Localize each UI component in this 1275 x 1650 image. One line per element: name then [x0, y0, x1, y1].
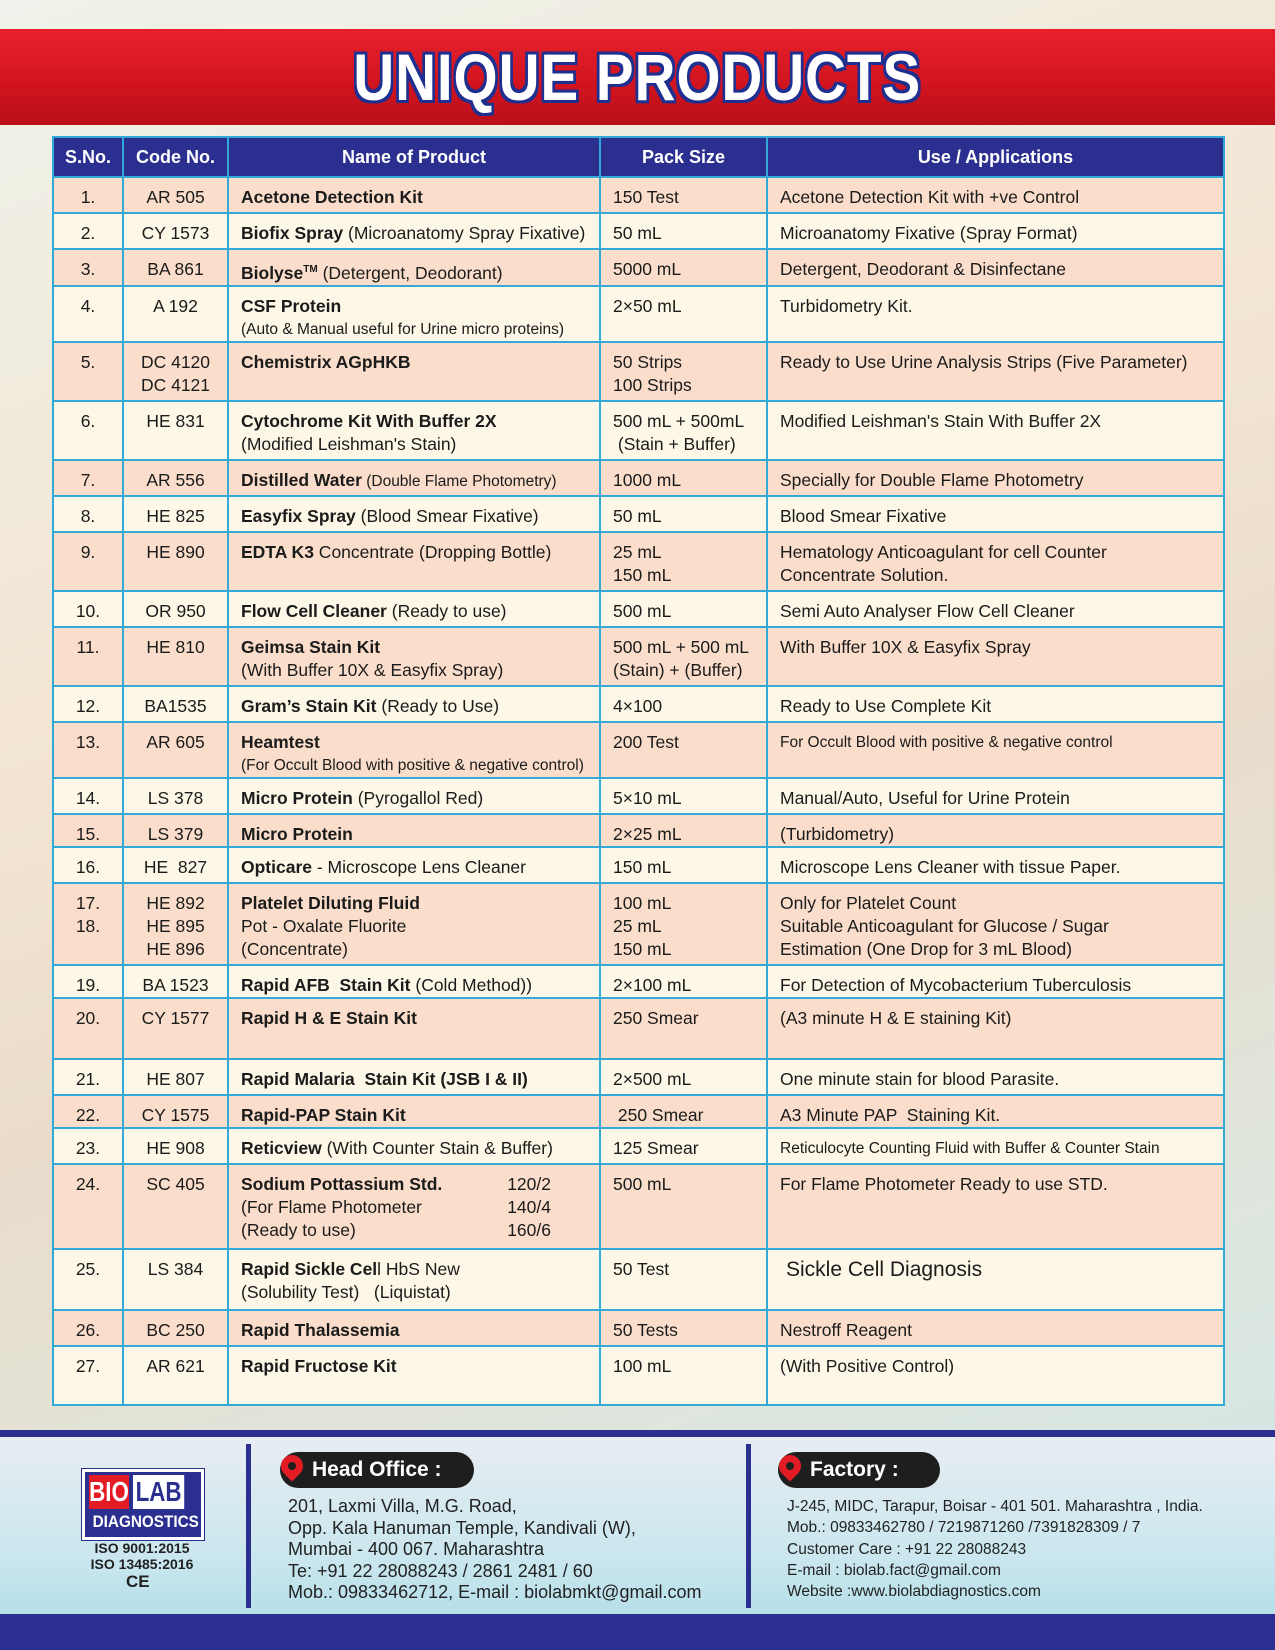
table-row: [53, 286, 1224, 342]
cell-name: [228, 1346, 600, 1405]
table-row: [53, 1249, 1224, 1310]
cell-sno: 6.: [53, 401, 123, 460]
cell-name: [228, 591, 600, 627]
cell-code: CY 1577: [123, 998, 228, 1059]
cell-sno: 12.: [53, 686, 123, 722]
product-name: CSF Protein: [241, 295, 342, 316]
product-name: Biofix Spray: [241, 223, 344, 243]
phone-line: Te: +91 22 28088243 / 2861 2481 / 60: [288, 1560, 593, 1581]
trademark-sup: TM: [303, 264, 318, 275]
cell-use: Ready to Use Urine Analysis Strips (Five Parameter): [767, 342, 1224, 401]
ce-mark: CE: [126, 1572, 150, 1591]
cell-code: HE 908: [123, 1128, 228, 1164]
cell-name: [228, 1249, 600, 1310]
cell-sno: 9.: [53, 532, 123, 591]
cell-name: [228, 778, 600, 814]
code-line: HE 892: [146, 892, 205, 913]
cell-use: Sickle Cell Diagnosis: [767, 1249, 1224, 1310]
product-name: Micro Protein: [241, 787, 353, 808]
product-name: Heamtest: [241, 731, 320, 752]
header-code: Code No.: [123, 137, 228, 177]
factory-address: [787, 1496, 1203, 1602]
use-line: Estimation (One Drop for 3 mL Blood): [780, 938, 1073, 959]
product-detail: (Double Flame Photometry): [361, 472, 557, 490]
cell-pack: [600, 532, 767, 591]
sodium-line: [241, 1196, 551, 1219]
product-name: Rapid Fructose Kit: [241, 1355, 397, 1376]
ratio-value: 120/2: [507, 1173, 551, 1194]
cell-name: [228, 342, 600, 401]
header-sno: S.No.: [53, 137, 123, 177]
cell-code: AR 505: [123, 177, 228, 213]
product-name: Reticview: [241, 1137, 322, 1158]
head-office-address: [288, 1496, 701, 1604]
table-row: [53, 591, 1224, 627]
cell-sno: 19.: [53, 965, 123, 998]
cell-sno: 20.: [53, 998, 123, 1059]
email-line: Mob.: 09833462712, E-mail : biolabmkt@gmail.com: [288, 1582, 702, 1602]
table-row: [53, 460, 1224, 496]
address-line: 201, Laxmi Villa, M.G. Road,: [288, 1496, 517, 1516]
products-table: [52, 136, 1225, 1406]
footer-bottom-bar: [0, 1614, 1275, 1650]
table-row: [53, 177, 1224, 213]
table-row: [53, 847, 1224, 883]
table-row: [53, 1310, 1224, 1346]
use-line: Concentrate Solution.: [780, 564, 949, 585]
cell-sno: 24.: [53, 1164, 123, 1249]
table-row: [53, 686, 1224, 722]
product-detail: (Auto & Manual useful for Urine micro proteins): [241, 320, 565, 338]
product-name: Gram’s Stain Kit: [241, 695, 377, 716]
head-office-title: Head Office :: [312, 1458, 442, 1481]
sodium-line: [241, 1173, 551, 1196]
product-name: Rapid Malaria Stain Kit (JSB I & II): [241, 1068, 528, 1089]
cell-pack: 250 Smear: [600, 998, 767, 1059]
iso-9001: ISO 9001:2015: [94, 1540, 190, 1556]
cell-pack: 125 Smear: [600, 1128, 767, 1164]
title-banner: [0, 29, 1275, 125]
cell-code: CY 1575: [123, 1095, 228, 1128]
table-row: [53, 1059, 1224, 1095]
code-line: DC 4121: [140, 374, 211, 395]
product-name: Flow Cell Cleaner: [241, 600, 387, 621]
biolab-logo: [82, 1469, 204, 1540]
cell-sno: 14.: [53, 778, 123, 814]
cell-code: BA 1523: [123, 965, 228, 998]
cell-name: [228, 213, 600, 249]
cell-code: HE 827: [123, 847, 228, 883]
website-line: Website :www.biolabdiagnostics.com: [787, 1583, 1041, 1601]
product-name: Platelet Diluting Fluid: [241, 892, 420, 913]
cell-code: HE 825: [123, 496, 228, 532]
cell-use: (Turbidometry): [767, 814, 1224, 847]
cell-name: [228, 965, 600, 998]
product-detail: (Cold Method)): [410, 974, 533, 995]
cell-code: A 192: [123, 286, 228, 342]
table-row: [53, 249, 1224, 286]
table-row: [53, 778, 1224, 814]
code-line: HE 896: [146, 938, 205, 959]
cell-name: [228, 722, 600, 778]
product-name: Rapid-PAP Stain Kit: [241, 1104, 406, 1125]
table-row: [53, 1128, 1224, 1164]
cell-pack: 50 Test: [600, 1249, 767, 1310]
cell-pack: 150 Test: [600, 177, 767, 213]
cell-code: OR 950: [123, 591, 228, 627]
ratio-value: 140/4: [507, 1196, 551, 1217]
logo-bio: BIO: [89, 1476, 129, 1507]
head-office-label: [280, 1452, 474, 1488]
pack-line: 25 mL: [613, 541, 662, 562]
footer-divider: [246, 1444, 251, 1608]
product-detail: Concentrate (Dropping Bottle): [313, 541, 552, 562]
header-name: Name of Product: [228, 137, 600, 177]
table-row: [53, 496, 1224, 532]
cell-pack: 50 mL: [600, 496, 767, 532]
cell-code: AR 621: [123, 1346, 228, 1405]
cell-code: HE 831: [123, 401, 228, 460]
cell-pack: 500 mL: [600, 1164, 767, 1249]
cell-name: [228, 847, 600, 883]
cell-name: [228, 1310, 600, 1346]
cell-code: BC 250: [123, 1310, 228, 1346]
pack-line: 50 Strips: [613, 351, 683, 372]
product-name: Micro Protein: [241, 823, 353, 844]
table-row: [53, 883, 1224, 965]
cell-pack: [600, 342, 767, 401]
cell-name: [228, 814, 600, 847]
cell-pack: 2×500 mL: [600, 1059, 767, 1095]
pack-line: 100 mL: [613, 892, 672, 913]
cell-name: [228, 286, 600, 342]
cell-use: For Detection of Mycobacterium Tuberculosis: [767, 965, 1224, 998]
page-title: UNIQUE PRODUCTS: [353, 40, 922, 114]
table-header-row: [53, 137, 1224, 177]
product-detail: l HbS New: [377, 1258, 460, 1279]
logo-diagnostics: DIAGNOSTICS: [92, 1512, 199, 1531]
cell-name: [228, 1164, 600, 1249]
product-detail: (With Buffer 10X & Easyfix Spray): [241, 659, 504, 680]
product-detail: (Ready to use): [241, 1219, 356, 1240]
cell-use: For Flame Photometer Ready to use STD.: [767, 1164, 1224, 1249]
table-row: [53, 401, 1224, 460]
product-detail: (Modified Leishman's Stain): [241, 433, 457, 454]
cell-code: LS 384: [123, 1249, 228, 1310]
cell-pack: [600, 627, 767, 686]
table-row: [53, 722, 1224, 778]
cell-use: Manual/Auto, Useful for Urine Protein: [767, 778, 1224, 814]
cell-pack: 150 mL: [600, 847, 767, 883]
cell-code: HE 890: [123, 532, 228, 591]
product-name: Cytochrome Kit With Buffer 2X: [241, 410, 497, 431]
cell-sno: 8.: [53, 496, 123, 532]
product-detail: (Blood Smear Fixative): [355, 505, 539, 526]
iso-13485: ISO 13485:2016: [90, 1556, 194, 1572]
product-detail: (Concentrate): [241, 938, 348, 959]
cell-use: Semi Auto Analyser Flow Cell Cleaner: [767, 591, 1224, 627]
product-name: Opticare: [241, 856, 312, 877]
cell-code: SC 405: [123, 1164, 228, 1249]
cell-sno: 4.: [53, 286, 123, 342]
product-name: Rapid Thalassemia: [241, 1319, 400, 1340]
cell-pack: 500 mL: [600, 591, 767, 627]
product-name: Rapid Sickle Cel: [241, 1258, 378, 1279]
cell-name: [228, 1059, 600, 1095]
factory-title: Factory :: [810, 1458, 899, 1481]
cell-name: [228, 177, 600, 213]
product-detail: (Solubility Test) (Liquistat): [241, 1281, 451, 1302]
cell-pack: 50 Tests: [600, 1310, 767, 1346]
product-detail: - Microscope Lens Cleaner: [312, 856, 526, 877]
product-detail: (Ready to use): [386, 600, 507, 621]
product-name: Easyfix Spray: [241, 505, 356, 526]
cell-name: [228, 1095, 600, 1128]
cell-sno: 5.: [53, 342, 123, 401]
product-name: Biolyse: [241, 262, 304, 283]
product-detail: (For Flame Photometer: [241, 1196, 422, 1217]
product-detail: (Detergent, Deodorant): [317, 262, 503, 283]
cell-sno: 13.: [53, 722, 123, 778]
product-name: Sodium Pottassium Std.: [241, 1173, 443, 1194]
table-row: [53, 342, 1224, 401]
table-row: [53, 814, 1224, 847]
table-row: [53, 1346, 1224, 1405]
cell-name: [228, 532, 600, 591]
cell-use: One minute stain for blood Parasite.: [767, 1059, 1224, 1095]
cell-use: Microscope Lens Cleaner with tissue Paper.: [767, 847, 1224, 883]
table-row: [53, 627, 1224, 686]
cell-pack: [600, 883, 767, 965]
cell-use: (A3 minute H & E staining Kit): [767, 998, 1224, 1059]
cell-name: [228, 460, 600, 496]
cell-name: [228, 998, 600, 1059]
cell-use: Microanatomy Fixative (Spray Format): [767, 213, 1224, 249]
product-name: EDTA K3: [241, 541, 314, 562]
cell-code: [123, 883, 228, 965]
cell-pack: 2×25 mL: [600, 814, 767, 847]
table-row: [53, 213, 1224, 249]
code-line: DC 4120: [140, 351, 211, 372]
cell-code: BA 861: [123, 249, 228, 286]
cell-pack: 1000 mL: [600, 460, 767, 496]
cell-pack: 4×100: [600, 686, 767, 722]
cell-name: [228, 627, 600, 686]
cell-name: [228, 249, 600, 286]
cell-name: [228, 496, 600, 532]
cell-pack: 2×100 mL: [600, 965, 767, 998]
cell-code: AR 605: [123, 722, 228, 778]
address-line: J-245, MIDC, Tarapur, Boisar - 401 501. Maharashtra , India.: [787, 1498, 1203, 1515]
product-name: Chemistrix AGpHKB: [241, 351, 411, 372]
cell-sno: [53, 883, 123, 965]
cell-code: BA1535: [123, 686, 228, 722]
cell-use: With Buffer 10X & Easyfix Spray: [767, 627, 1224, 686]
cell-use: For Occult Blood with positive & negative control: [767, 722, 1224, 778]
cell-use: [767, 532, 1224, 591]
pack-line: 500 mL + 500mL: [613, 410, 745, 431]
cell-pack: 50 mL: [600, 213, 767, 249]
table-row: [53, 532, 1224, 591]
cell-code: LS 378: [123, 778, 228, 814]
cell-sno: 15.: [53, 814, 123, 847]
email-line: E-mail : biolab.fact@gmail.com: [787, 1561, 1001, 1579]
cell-name: [228, 401, 600, 460]
cell-name: [228, 686, 600, 722]
code-line: HE 895: [146, 915, 205, 936]
product-name: Geimsa Stain Kit: [241, 636, 381, 657]
cell-sno: 23.: [53, 1128, 123, 1164]
pack-line: 100 Strips: [613, 374, 692, 395]
product-detail: (Microanatomy Spray Fixative): [343, 223, 586, 243]
cell-pack: 250 Smear: [600, 1095, 767, 1128]
product-name: Rapid AFB Stain Kit: [241, 974, 411, 995]
cell-pack: 5000 mL: [600, 249, 767, 286]
cell-sno: 26.: [53, 1310, 123, 1346]
cell-sno: 21.: [53, 1059, 123, 1095]
footer-divider: [746, 1444, 751, 1608]
logo-lab: LAB: [133, 1475, 184, 1509]
pack-line: 150 mL: [613, 564, 672, 585]
cell-pack: 5×10 mL: [600, 778, 767, 814]
cell-use: Detergent, Deodorant & Disinfectane: [767, 249, 1224, 286]
cell-code: HE 807: [123, 1059, 228, 1095]
table-row: [53, 998, 1224, 1059]
address-line: Mumbai - 400 067. Maharashtra: [288, 1539, 545, 1559]
cell-use: Modified Leishman's Stain With Buffer 2X: [767, 401, 1224, 460]
customer-care-line: Customer Care : +91 22 28088243: [787, 1540, 1027, 1558]
cell-pack: [600, 401, 767, 460]
sno-line: 18.: [75, 915, 101, 936]
product-detail: (With Counter Stain & Buffer): [321, 1137, 553, 1158]
cell-pack: 2×50 mL: [600, 286, 767, 342]
cell-use: Nestroff Reagent: [767, 1310, 1224, 1346]
ratio-value: 160/6: [507, 1219, 551, 1240]
pack-line: 25 mL: [613, 915, 662, 936]
cell-sno: 25.: [53, 1249, 123, 1310]
product-detail: (For Occult Blood with positive & negative control): [241, 756, 584, 774]
header-pack: Pack Size: [600, 137, 767, 177]
pack-line: 500 mL + 500 mL: [613, 636, 750, 657]
cell-use: Acetone Detection Kit with +ve Control: [767, 177, 1224, 213]
cell-sno: 7.: [53, 460, 123, 496]
cell-name: [228, 1128, 600, 1164]
cell-use: Turbidometry Kit.: [767, 286, 1224, 342]
cell-use: Reticulocyte Counting Fluid with Buffer & Counter Stain: [767, 1128, 1224, 1164]
cell-code: CY 1573: [123, 213, 228, 249]
cell-sno: 22.: [53, 1095, 123, 1128]
cell-use: Ready to Use Complete Kit: [767, 686, 1224, 722]
table-row: [53, 1164, 1224, 1249]
cell-sno: 2.: [53, 213, 123, 249]
cell-sno: 10.: [53, 591, 123, 627]
cell-use: A3 Minute PAP Staining Kit.: [767, 1095, 1224, 1128]
factory-label: [778, 1452, 940, 1488]
cell-use: Blood Smear Fixative: [767, 496, 1224, 532]
cell-use: [767, 883, 1224, 965]
header-use: Use / Applications: [767, 137, 1224, 177]
product-name: Rapid H & E Stain Kit: [241, 1007, 417, 1028]
product-detail: Pot - Oxalate Fluorite: [241, 915, 407, 936]
footer-top-bar: [0, 1430, 1275, 1437]
pack-line: 150 mL: [613, 938, 672, 959]
use-line: Hematology Anticoagulant for cell Counter: [780, 541, 1107, 562]
product-name: Acetone Detection Kit: [241, 187, 423, 207]
cell-code: HE 810: [123, 627, 228, 686]
cell-code: LS 379: [123, 814, 228, 847]
cell-sno: 11.: [53, 627, 123, 686]
cell-sno: 16.: [53, 847, 123, 883]
cell-sno: 27.: [53, 1346, 123, 1405]
sno-line: 17.: [75, 892, 101, 913]
pack-line: (Stain) + (Buffer): [613, 659, 743, 680]
address-line: Opp. Kala Hanuman Temple, Kandivali (W),: [288, 1517, 636, 1538]
sodium-line: [241, 1219, 551, 1242]
cell-code: [123, 342, 228, 401]
product-detail: (Ready to Use): [376, 695, 500, 716]
pack-line: (Stain + Buffer): [613, 433, 736, 454]
table-row: [53, 1095, 1224, 1128]
cell-code: AR 556: [123, 460, 228, 496]
product-detail: (Pyrogallol Red): [352, 787, 484, 808]
use-line: Only for Platelet Count: [780, 892, 957, 913]
use-line: Suitable Anticoagulant for Glucose / Sugar: [780, 915, 1109, 936]
table-row: [53, 965, 1224, 998]
product-name: Distilled Water: [241, 469, 362, 490]
cell-use: Specially for Double Flame Photometry: [767, 460, 1224, 496]
phone-line: Mob.: 09833462780 / 7219871260 /7391828309 / 7: [787, 1519, 1141, 1537]
cell-pack: 100 mL: [600, 1346, 767, 1405]
cell-pack: 200 Test: [600, 722, 767, 778]
cell-sno: 3.: [53, 249, 123, 286]
cell-name: [228, 883, 600, 965]
cell-use: (With Positive Control): [767, 1346, 1224, 1405]
cell-sno: 1.: [53, 177, 123, 213]
